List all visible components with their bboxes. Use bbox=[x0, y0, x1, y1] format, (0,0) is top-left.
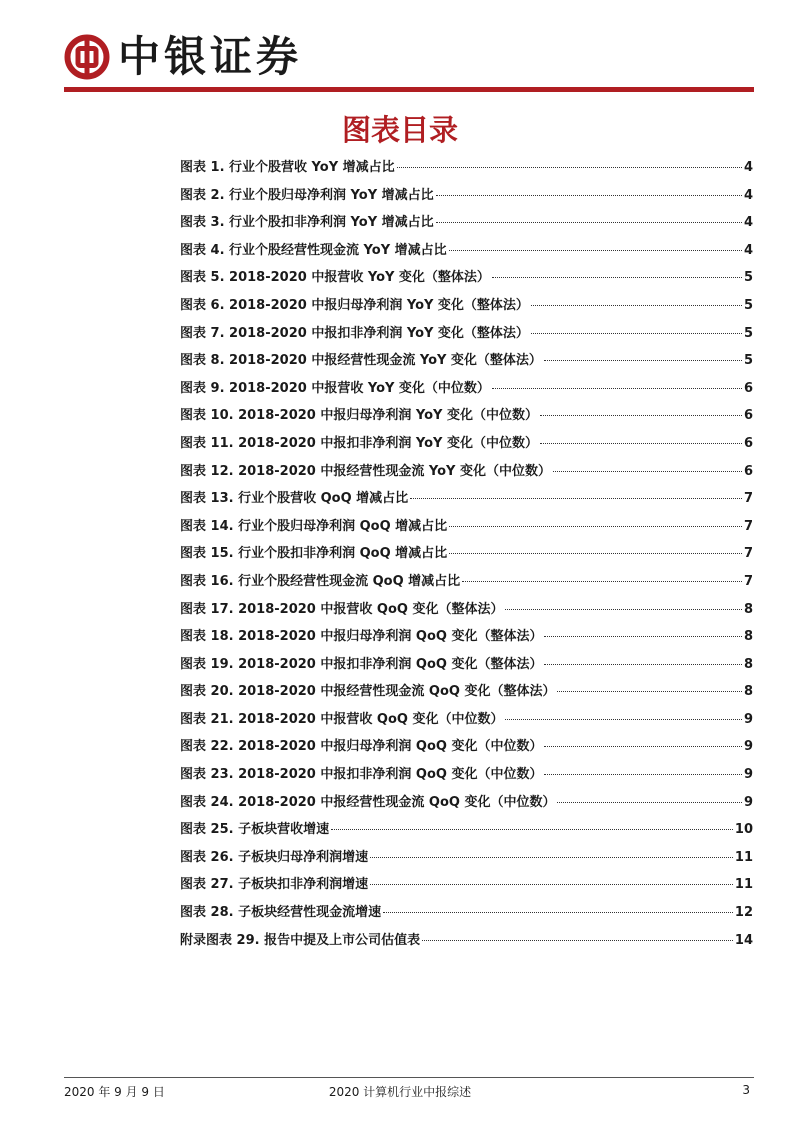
toc-leader-dots bbox=[544, 636, 742, 637]
toc-entry-label: 图表 14. 行业个股归母净利润 QoQ 增减占比 bbox=[180, 518, 448, 534]
toc-entry[interactable] bbox=[180, 404, 753, 432]
toc-leader-dots bbox=[397, 167, 742, 168]
toc-entry-page: 8 bbox=[743, 601, 753, 617]
toc-entry-label: 图表 13. 行业个股营收 QoQ 增减占比 bbox=[180, 491, 409, 507]
footer-divider bbox=[64, 1077, 754, 1078]
toc-entry-page: 6 bbox=[743, 408, 753, 424]
toc-leader-dots bbox=[557, 691, 742, 692]
toc-entry-page: 7 bbox=[743, 546, 753, 562]
toc-entry-page: 11 bbox=[734, 849, 753, 865]
toc-entry[interactable] bbox=[180, 873, 753, 901]
footer-report-title: 2020 计算机行业中报综述 bbox=[328, 1085, 472, 1099]
toc-leader-dots bbox=[449, 250, 742, 251]
toc-leader-dots bbox=[553, 471, 742, 472]
figure-index-list bbox=[180, 156, 753, 956]
toc-entry-label: 图表 21. 2018-2020 中报营收 QoQ 变化（中位数） bbox=[180, 711, 504, 727]
toc-entry-label: 图表 17. 2018-2020 中报营收 QoQ 变化（整体法） bbox=[180, 601, 504, 617]
toc-entry[interactable] bbox=[180, 349, 753, 377]
toc-leader-dots bbox=[370, 857, 733, 858]
toc-entry-page: 8 bbox=[743, 656, 753, 672]
toc-entry-label: 图表 23. 2018-2020 中报扣非净利润 QoQ 变化（中位数） bbox=[180, 767, 543, 783]
toc-leader-dots bbox=[540, 443, 742, 444]
toc-entry-label: 图表 26. 子板块归母净利润增速 bbox=[180, 849, 369, 865]
toc-entry-page: 4 bbox=[743, 242, 753, 258]
toc-entry-label: 图表 24. 2018-2020 中报经营性现金流 QoQ 变化（中位数） bbox=[180, 794, 556, 810]
toc-entry-label: 图表 1. 行业个股营收 YoY 增减占比 bbox=[180, 160, 395, 175]
toc-entry-label: 图表 22. 2018-2020 中报归母净利润 QoQ 变化（中位数） bbox=[180, 739, 543, 755]
toc-entry[interactable] bbox=[180, 901, 753, 929]
toc-entry-label: 图表 6. 2018-2020 中报归母净利润 YoY 变化（整体法） bbox=[180, 297, 529, 313]
toc-entry[interactable] bbox=[180, 515, 753, 543]
toc-entry[interactable] bbox=[180, 708, 753, 736]
toc-entry-page: 9 bbox=[743, 794, 753, 810]
toc-entry-label: 图表 15. 行业个股扣非净利润 QoQ 增减占比 bbox=[180, 546, 448, 562]
toc-entry[interactable] bbox=[180, 653, 753, 681]
toc-leader-dots bbox=[422, 940, 733, 941]
toc-entry-page: 9 bbox=[743, 739, 753, 755]
toc-entry[interactable] bbox=[180, 432, 753, 460]
toc-entry-page: 4 bbox=[743, 160, 753, 175]
toc-entry-page: 14 bbox=[734, 932, 753, 948]
toc-entry[interactable] bbox=[180, 211, 753, 239]
toc-entry-page: 9 bbox=[743, 711, 753, 727]
toc-entry[interactable] bbox=[180, 625, 753, 653]
toc-entry-label: 图表 7. 2018-2020 中报扣非净利润 YoY 变化（整体法） bbox=[180, 325, 529, 341]
toc-entry-page: 6 bbox=[743, 435, 753, 451]
toc-leader-dots bbox=[492, 277, 742, 278]
toc-entry[interactable] bbox=[180, 156, 753, 184]
toc-leader-dots bbox=[531, 333, 742, 334]
toc-leader-dots bbox=[492, 388, 742, 389]
toc-entry-page: 7 bbox=[743, 491, 753, 507]
toc-entry-page: 6 bbox=[743, 463, 753, 479]
toc-leader-dots bbox=[531, 305, 742, 306]
toc-entry-page: 5 bbox=[743, 325, 753, 341]
toc-entry[interactable] bbox=[180, 542, 753, 570]
toc-entry[interactable] bbox=[180, 184, 753, 212]
toc-entry-label: 图表 28. 子板块经营性现金流增速 bbox=[180, 905, 382, 921]
toc-leader-dots bbox=[410, 498, 742, 499]
toc-entry[interactable] bbox=[180, 266, 753, 294]
toc-entry[interactable] bbox=[180, 294, 753, 322]
toc-entry-label: 图表 19. 2018-2020 中报扣非净利润 QoQ 变化（整体法） bbox=[180, 656, 543, 672]
toc-leader-dots bbox=[449, 526, 742, 527]
toc-entry-label: 图表 8. 2018-2020 中报经营性现金流 YoY 变化（整体法） bbox=[180, 353, 542, 369]
toc-leader-dots bbox=[544, 746, 742, 747]
toc-entry-label: 图表 3. 行业个股扣非净利润 YoY 增减占比 bbox=[180, 215, 434, 231]
toc-entry-page: 5 bbox=[743, 297, 753, 313]
toc-entry[interactable] bbox=[180, 570, 753, 598]
toc-entry-label: 图表 11. 2018-2020 中报扣非净利润 YoY 变化（中位数） bbox=[180, 435, 538, 451]
toc-entry-page: 5 bbox=[743, 270, 753, 286]
footer-page-number: 3 bbox=[742, 1083, 750, 1097]
toc-entry[interactable] bbox=[180, 818, 753, 846]
page-title: 图表目录 bbox=[341, 113, 458, 147]
bank-of-china-logo-icon bbox=[64, 34, 110, 80]
footer-date: 2020 年 9 月 9 日 bbox=[64, 1085, 165, 1099]
toc-leader-dots bbox=[540, 415, 742, 416]
toc-entry-label: 图表 18. 2018-2020 中报归母净利润 QoQ 变化（整体法） bbox=[180, 629, 543, 645]
toc-entry[interactable] bbox=[180, 598, 753, 626]
toc-leader-dots bbox=[370, 884, 733, 885]
toc-entry[interactable] bbox=[180, 846, 753, 874]
brand-name: 中银证券 bbox=[118, 32, 303, 81]
toc-entry-page: 9 bbox=[743, 767, 753, 783]
toc-entry[interactable] bbox=[180, 377, 753, 405]
toc-entry-page: 4 bbox=[743, 215, 753, 231]
toc-entry-page: 7 bbox=[743, 573, 753, 589]
toc-leader-dots bbox=[505, 719, 742, 720]
toc-entry-label: 图表 25. 子板块营收增速 bbox=[180, 822, 330, 838]
toc-entry-label: 图表 4. 行业个股经营性现金流 YoY 增减占比 bbox=[180, 242, 447, 258]
toc-leader-dots bbox=[544, 664, 742, 665]
toc-entry[interactable] bbox=[180, 322, 753, 350]
toc-entry[interactable] bbox=[180, 735, 753, 763]
toc-entry-page: 6 bbox=[743, 380, 753, 396]
toc-entry-label: 图表 16. 行业个股经营性现金流 QoQ 增减占比 bbox=[180, 573, 461, 589]
toc-leader-dots bbox=[331, 829, 733, 830]
toc-leader-dots bbox=[544, 774, 742, 775]
toc-leader-dots bbox=[436, 222, 742, 223]
toc-entry-page: 4 bbox=[743, 187, 753, 203]
page-header bbox=[0, 0, 800, 96]
toc-entry[interactable] bbox=[180, 239, 753, 267]
toc-leader-dots bbox=[449, 553, 742, 554]
toc-leader-dots bbox=[383, 912, 733, 913]
toc-entry-label: 图表 10. 2018-2020 中报归母净利润 YoY 变化（中位数） bbox=[180, 408, 538, 424]
toc-entry[interactable] bbox=[180, 460, 753, 488]
toc-leader-dots bbox=[462, 581, 742, 582]
toc-leader-dots bbox=[544, 360, 742, 361]
toc-entry[interactable] bbox=[180, 929, 753, 957]
toc-entry[interactable] bbox=[180, 680, 753, 708]
toc-entry-page: 10 bbox=[734, 822, 753, 838]
toc-entry-label: 图表 5. 2018-2020 中报营收 YoY 变化（整体法） bbox=[180, 270, 490, 286]
toc-leader-dots bbox=[557, 802, 742, 803]
toc-entry-label: 图表 2. 行业个股归母净利润 YoY 增减占比 bbox=[180, 187, 434, 203]
toc-entry-page: 5 bbox=[743, 353, 753, 369]
toc-entry-label: 图表 20. 2018-2020 中报经营性现金流 QoQ 变化（整体法） bbox=[180, 684, 556, 700]
toc-entry-page: 11 bbox=[734, 877, 753, 893]
toc-entry-page: 12 bbox=[734, 905, 753, 921]
toc-entry[interactable] bbox=[180, 791, 753, 819]
toc-leader-dots bbox=[436, 195, 742, 196]
toc-entry-page: 8 bbox=[743, 684, 753, 700]
toc-entry-label: 图表 27. 子板块扣非净利润增速 bbox=[180, 877, 369, 893]
toc-entry-page: 7 bbox=[743, 518, 753, 534]
toc-leader-dots bbox=[505, 609, 742, 610]
toc-entry[interactable] bbox=[180, 763, 753, 791]
toc-entry-label: 图表 9. 2018-2020 中报营收 YoY 变化（中位数） bbox=[180, 380, 490, 396]
toc-entry-page: 8 bbox=[743, 629, 753, 645]
toc-entry-label: 图表 12. 2018-2020 中报经营性现金流 YoY 变化（中位数） bbox=[180, 463, 551, 479]
toc-entry[interactable] bbox=[180, 487, 753, 515]
toc-entry-label: 附录图表 29. 报告中提及上市公司估值表 bbox=[180, 932, 421, 948]
header-divider bbox=[64, 87, 754, 92]
